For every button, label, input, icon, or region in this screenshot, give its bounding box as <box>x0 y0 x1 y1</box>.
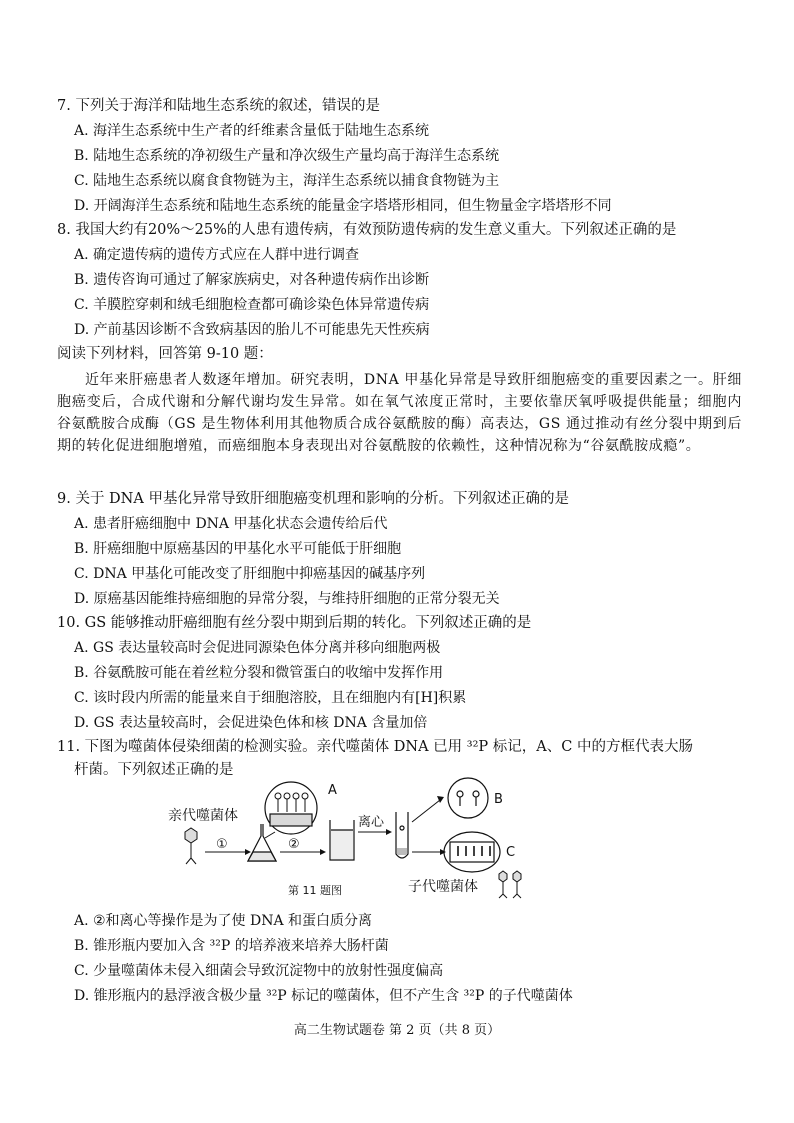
q7-option-d: D. 开阔海洋生态系统和陆地生态系统的能量金字塔塔形相同，但生物量金字塔塔形不同 <box>74 198 612 214</box>
q10-option-c: C. 该时段内所需的能量来自于细胞溶胶，且在细胞内有[H]积累 <box>74 690 467 706</box>
q10-option-b: B. 谷氨酰胺可能在着丝粒分裂和微管蛋白的收缩中发挥作用 <box>74 665 444 681</box>
q9-option-b: B. 肝癌细胞中原癌基因的甲基化水平可能低于肝细胞 <box>74 541 402 557</box>
arrow-step2-head <box>320 849 326 855</box>
q11-option-c: C. 少量噬菌体未侵入细菌会导致沉淀物中的放射性强度偏高 <box>74 963 444 979</box>
q8-option-c: C. 羊膜腔穿刺和绒毛细胞检查都可确诊染色体异常遗传病 <box>74 297 430 313</box>
arrow-to-b <box>412 800 440 822</box>
reading-intro: 阅读下列材料，回答第 9-10 题： <box>57 346 273 362</box>
q9-option-a: A. 患者肝癌细胞中 DNA 甲基化状态会遗传给后代 <box>74 516 388 532</box>
fig-centrifuge: 离心 <box>358 815 385 830</box>
q9-option-d: D. 原癌基因能维持癌细胞的异常分裂，与维持肝细胞的正常分裂无关 <box>74 591 500 607</box>
q11-option-a: A. ②和离心等操作是为了使 DNA 和蛋白质分离 <box>74 913 373 929</box>
test-tube-icon <box>396 812 408 858</box>
q8-option-d: D. 产前基因诊断不含致病基因的胎儿不可能患先天性疾病 <box>74 322 430 338</box>
q10-stem: 10. GS 能够推动肝癌细胞有丝分裂中期到后期的转化。下列叙述正确的是 <box>57 615 532 631</box>
q7-option-b: B. 陆地生态系统的净初级生产量和净次级生产量均高于海洋生态系统 <box>74 148 500 164</box>
reading-passage-text: 近年来肝癌患者人数逐年增加。研究表明，DNA 甲基化异常是导致肝细胞癌变的重要因素之一。肝细胞癌变后，合成代谢和分解代谢均发生异常。如在氧气浓度正常时，主要依靠厌氧呼吸提供能量；细胞内谷氨酰胺合成酶（GS 是生物体利用其他物质合成谷氨酰胺的酶）高表达，GS 通过推动有丝分裂中期到后期的转化促进细胞增殖，而癌细胞本身表现出对谷氨酰胺的依赖性，这种情况称为“谷氨酰胺成瘾”。 <box>57 372 742 454</box>
fig-label-b: B <box>494 792 503 807</box>
circle-b-view <box>448 778 488 818</box>
parent-phage-icon <box>185 828 197 864</box>
q8-stem: 8. 我国大约有20%～25%的人患有遗传病，有效预防遗传病的发生意义重大。下列叙述正确的是 <box>57 222 677 238</box>
fig-step1: ① <box>216 837 228 852</box>
q9-stem: 9. 关于 DNA 甲基化异常导致肝细胞癌变机理和影响的分析。下列叙述正确的是 <box>57 491 569 507</box>
q9-option-c: C. DNA 甲基化可能改变了肝细胞中抑癌基因的碱基序列 <box>74 566 426 582</box>
arrow-centrifuge-head <box>386 829 392 835</box>
fig-offspring-label: 子代噬菌体 <box>408 879 478 895</box>
arrow-to-c-head <box>440 849 446 855</box>
q10-option-d: D. GS 表达量较高时，会促进染色体和核 DNA 含量加倍 <box>74 715 428 731</box>
box-a-pointer <box>265 832 275 838</box>
circle-c-view <box>444 832 500 872</box>
q11-option-b: B. 锥形瓶内要加入含 ³²P 的培养液来培养大肠杆菌 <box>74 938 389 954</box>
beaker-icon <box>330 820 354 860</box>
reading-passage <box>57 369 742 457</box>
q10-option-a: A. GS 表达量较高时会促进同源染色体分离并移向细胞两极 <box>74 640 441 656</box>
page-footer: 高二生物试题卷 第 2 页（共 8 页） <box>293 1023 501 1038</box>
fig-label-a: A <box>328 783 337 798</box>
offspring-phage-icons <box>499 871 521 898</box>
q8-option-b: B. 遗传咨询可通过了解家族病史，对各种遗传病作出诊断 <box>74 272 430 288</box>
fig-step2: ② <box>288 837 300 852</box>
fig-caption: 第 11 题图 <box>288 884 342 897</box>
box-a-magnified-view <box>265 782 317 834</box>
fig-label-c: C <box>506 845 516 860</box>
q8-option-a: A. 确定遗传病的遗传方式应在人群中进行调查 <box>74 247 360 263</box>
q11-figure <box>150 776 550 900</box>
fig-parent-label: 亲代噬菌体 <box>168 808 238 824</box>
q7-stem: 7. 下列关于海洋和陆地生态系统的叙述，错误的是 <box>57 98 380 114</box>
q11-stem-line2: 杆菌。下列叙述正确的是 <box>74 762 234 778</box>
q7-option-c: C. 陆地生态系统以腐食食物链为主，海洋生态系统以捕食食物链为主 <box>74 173 500 189</box>
conical-flask-icon <box>248 824 276 861</box>
q11-stem-line1: 11. 下图为噬菌体侵染细菌的检测实验。亲代噬菌体 DNA 已用 ³²P 标记，A、C 中的方框代表大肠 <box>57 739 693 755</box>
q11-option-d: D. 锥形瓶内的悬浮液含极少量 ³²P 标记的噬菌体，但不产生含 ³²P 的子代噬菌体 <box>74 988 573 1004</box>
arrow-step1-head <box>245 849 251 855</box>
q7-option-a: A. 海洋生态系统中生产者的纤维素含量低于陆地生态系统 <box>74 123 430 139</box>
